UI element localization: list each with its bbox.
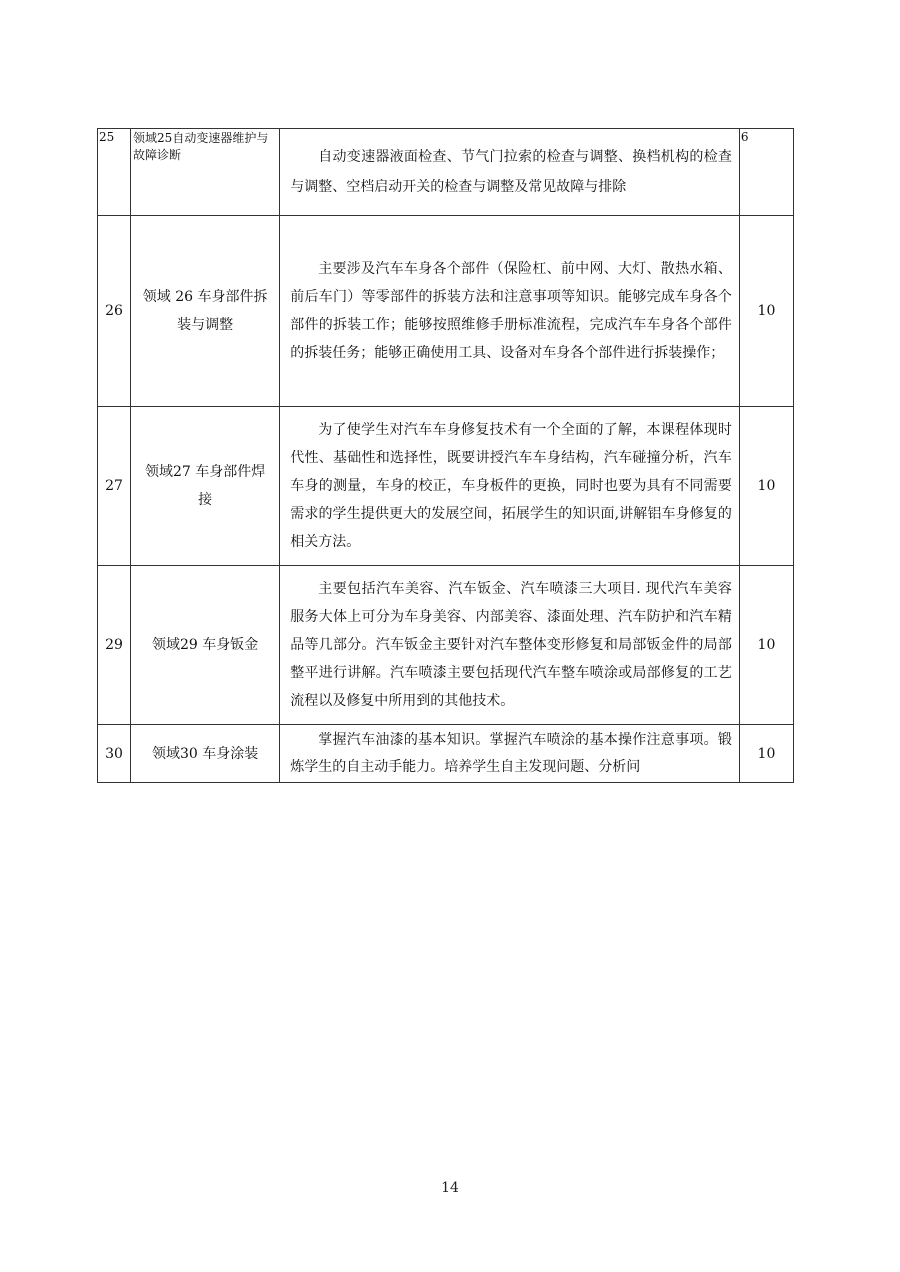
table-row xyxy=(98,725,794,783)
description-text: 掌握汽车油漆的基本知识。掌握汽车喷涂的基本操作注意事项。锻炼学生的自主动手能力。培养学生自主发现问题、分析问 xyxy=(290,731,732,775)
course-table xyxy=(97,128,794,783)
page-number: 14 xyxy=(441,1180,459,1196)
row-number: 27 xyxy=(98,407,131,566)
domain-name: 领域27 车身部件焊接 xyxy=(131,407,280,566)
description-text: 为了使学生对汽车车身修复技术有一个全面的了解，本课程体现时代性、基础性和选择性，既要讲授汽车车身结构，汽车碰撞分析，汽车车身的测量，车身的校正，车身板件的更换，同时也要为具有不同需要需求的学生提供更大的发展空间，拓展学生的知识面,讲解铝车身修复的相关方法。 xyxy=(290,422,732,550)
description-text: 自动变速器液面检查、节气门拉索的检查与调整、换档机构的检查与调整、空档启动开关的检查与调整及常见故障与排除 xyxy=(290,149,732,195)
row-number: 30 xyxy=(98,725,131,783)
row-number: 29 xyxy=(98,566,131,725)
description-text: 主要包括汽车美容、汽车钣金、汽车喷漆三大项目. 现代汽车美容服务大体上可分为车身美容、内部美容、漆面处理、汽车防护和汽车精品等几部分。汽车钣金主要针对汽车整体变形修复和局部钣金件的局部整平进行讲解。汽车喷漆主要包括现代汽车整车喷涂或局部修复的工艺流程以及修复中所用到的其他技术。 xyxy=(290,581,732,709)
domain-name: 领域 26 车身部件拆装与调整 xyxy=(131,216,280,407)
table-row xyxy=(98,407,794,566)
class-hours: 6 xyxy=(739,129,793,216)
class-hours: 10 xyxy=(739,407,793,566)
domain-description xyxy=(280,129,740,216)
domain-name: 领域25自动变速器维护与故障诊断 xyxy=(131,129,280,216)
class-hours: 10 xyxy=(739,566,793,725)
table-row xyxy=(98,566,794,725)
description-text: 主要涉及汽车车身各个部件（保险杠、前中网、大灯、散热水箱、前后车门）等零部件的拆装方法和注意事项等知识。能够完成车身各个部件的拆装工作；能够按照维修手册标准流程，完成汽车车身各个部件的拆装任务；能够正确使用工具、设备对车身各个部件进行拆装操作； xyxy=(290,261,732,361)
class-hours: 10 xyxy=(739,725,793,783)
domain-name: 领域30 车身涂装 xyxy=(131,725,280,783)
table-row xyxy=(98,129,794,216)
domain-description xyxy=(280,216,740,407)
domain-description xyxy=(280,566,740,725)
class-hours: 10 xyxy=(739,216,793,407)
table-row xyxy=(98,216,794,407)
domain-description xyxy=(280,407,740,566)
domain-description xyxy=(280,725,740,783)
domain-name: 领域29 车身钣金 xyxy=(131,566,280,725)
row-number: 26 xyxy=(98,216,131,407)
row-number: 25 xyxy=(98,129,131,216)
